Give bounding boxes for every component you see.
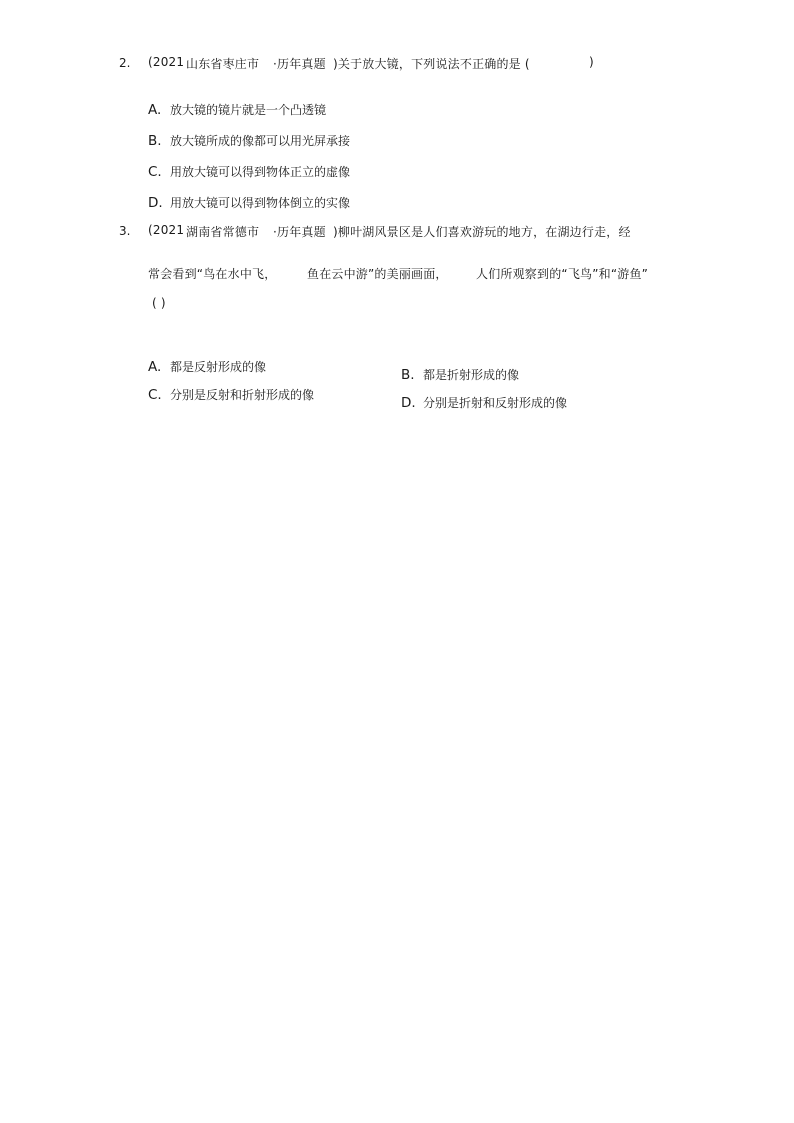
question-source-type: ·历年真题 xyxy=(273,57,326,71)
question-source-year: (2021 xyxy=(148,223,185,237)
option-letter: C. xyxy=(148,164,162,180)
option-a xyxy=(148,99,326,118)
question-stem-line-1: )柳叶湖风景区是人们喜欢游玩的地方，在湖边行走，经 xyxy=(333,225,631,239)
option-letter: C. xyxy=(148,387,162,403)
question-source-place: 湖南省常德市 xyxy=(186,225,260,239)
question-stem-line-2c: 人们所观察到的“飞鸟”和“游鱼” xyxy=(476,267,649,281)
option-a xyxy=(148,356,266,375)
option-letter: B. xyxy=(148,133,162,149)
question-source-place: 山东省枣庄市 xyxy=(186,57,260,71)
question-number: 2. xyxy=(119,56,131,70)
option-text: 都是反射形成的像 xyxy=(170,360,267,374)
option-letter: B. xyxy=(401,367,415,383)
option-c xyxy=(148,161,350,180)
question-source-type: ·历年真题 xyxy=(273,225,326,239)
option-letter: D. xyxy=(148,195,163,211)
option-d xyxy=(148,192,350,211)
option-text: 都是折射形成的像 xyxy=(423,368,520,382)
option-text: 用放大镜可以得到物体倒立的实像 xyxy=(170,196,351,210)
option-text: 分别是折射和反射形成的像 xyxy=(423,396,568,410)
option-b xyxy=(148,130,350,149)
option-text: 放大镜的镜片就是一个凸透镜 xyxy=(170,103,327,117)
question-number: 3. xyxy=(119,224,131,238)
option-d xyxy=(401,392,567,411)
answer-bracket: ( ) xyxy=(152,296,166,310)
option-text: 放大镜所成的像都可以用光屏承接 xyxy=(170,134,351,148)
option-letter: A. xyxy=(148,359,162,375)
option-b xyxy=(401,364,519,383)
question-source-year: (2021 xyxy=(148,55,185,69)
option-text: 分别是反射和折射形成的像 xyxy=(170,388,315,402)
question-stem: )关于放大镜，下列说法不正确的是 ( xyxy=(333,57,530,71)
option-letter: A. xyxy=(148,102,162,118)
option-c xyxy=(148,384,314,403)
option-text: 用放大镜可以得到物体正立的虚像 xyxy=(170,165,351,179)
question-stem-line-2b: 鱼在云中游”的美丽画面， xyxy=(307,267,448,281)
option-letter: D. xyxy=(401,395,416,411)
question-stem-line-2a: 常会看到“鸟在水中飞， xyxy=(148,267,277,281)
answer-bracket-close: ) xyxy=(589,55,594,69)
